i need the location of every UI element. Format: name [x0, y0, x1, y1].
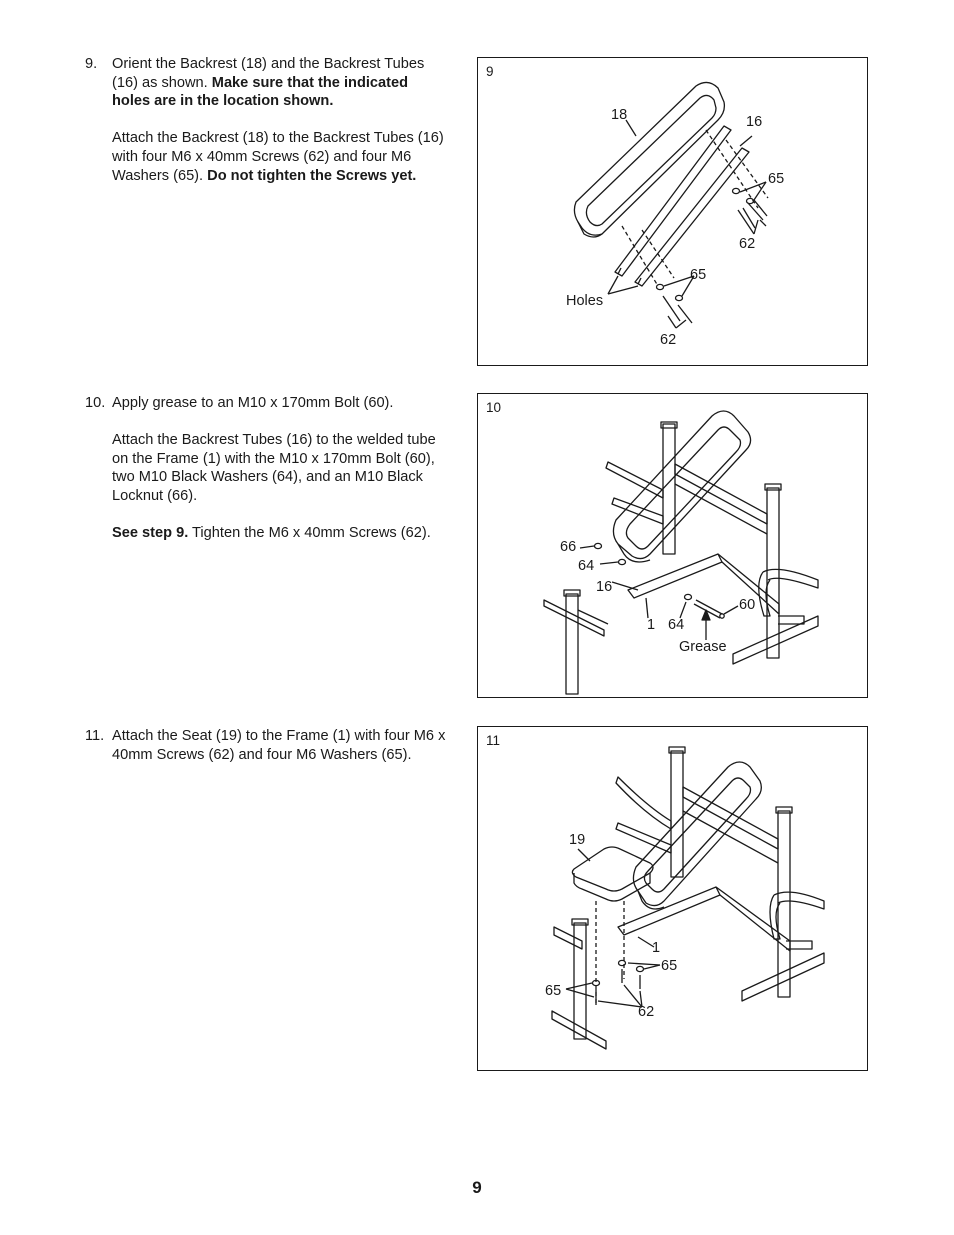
- backrest-inner: [586, 95, 716, 225]
- backrest-outline: [574, 82, 724, 237]
- step-paragraph: [112, 431, 447, 505]
- label-tubes: 16: [746, 114, 763, 130]
- figure-10-illustration: [478, 394, 869, 699]
- label-frame: 1: [647, 617, 656, 633]
- step-number: 10.: [85, 395, 106, 411]
- label-bolt: 60: [739, 597, 756, 613]
- step-bold-text: Do not tighten the Screws yet.: [207, 167, 417, 184]
- label-seat: 19: [569, 832, 586, 848]
- figure-9: [477, 57, 868, 366]
- page-number: 9: [472, 1178, 482, 1197]
- label-tubes: 16: [596, 579, 613, 595]
- figure-number: 10: [486, 400, 502, 415]
- step-text: Attach the Seat (19) to the Frame (1) with four M6 x 40mm Screws (62) and four M6 Washers (65).: [112, 728, 446, 763]
- step-number: 9.: [85, 56, 98, 72]
- figure-number: 9: [486, 64, 494, 79]
- label-frame: 1: [652, 940, 661, 956]
- step-body: [112, 55, 447, 185]
- label-grease: Grease: [679, 639, 727, 655]
- step-11: [85, 727, 447, 783]
- step-body: [112, 394, 447, 543]
- figure-9-illustration: [478, 58, 869, 367]
- step-text: Attach the Backrest Tubes (16) to the welded tube on the Frame (1) with the M10 x 170mm Bolt (60), two M10 Black Washers (64), and an M10 Black Locknut (66).: [112, 432, 436, 504]
- right-upright: [767, 488, 779, 658]
- step-paragraph: [112, 727, 447, 764]
- label-screws-left: 62: [660, 332, 677, 348]
- step-paragraph: [112, 394, 447, 413]
- step-paragraph: [112, 55, 447, 111]
- step-paragraph: [112, 129, 447, 185]
- figure-11: [477, 726, 868, 1071]
- figure-10: [477, 393, 868, 698]
- label-washer-bottom: 64: [668, 617, 685, 633]
- backrest-outline: [633, 762, 761, 906]
- step-paragraph: [112, 524, 447, 543]
- label-washers-left: 65: [690, 267, 707, 283]
- label-washers-right: 65: [661, 958, 678, 974]
- step-10: [85, 394, 447, 561]
- left-upright: [663, 424, 675, 554]
- label-washer-top: 64: [578, 558, 595, 574]
- step-text: Apply grease to an M10 x 170mm Bolt (60).: [112, 395, 394, 411]
- figure-number: 11: [486, 733, 501, 748]
- label-holes: Holes: [566, 293, 604, 309]
- left-upright: [671, 751, 683, 877]
- label-locknut: 66: [560, 539, 577, 555]
- step-text: Attach the Backrest (18) to the Backrest Tubes (16) with four M6 x 40mm Screws (62) and four M6 Washers (65).: [112, 130, 444, 184]
- figure-11-illustration: [478, 727, 869, 1072]
- step-text: Tighten the M6 x 40mm Screws (62).: [188, 525, 431, 542]
- step-number: 11.: [85, 728, 105, 744]
- label-washers-right: 65: [768, 171, 785, 187]
- backrest-tube-a: [615, 126, 731, 276]
- label-screws: 62: [638, 1004, 655, 1020]
- backrest-outline: [613, 411, 750, 559]
- step-bold-text: Make sure that the indicated holes are in the location shown.: [112, 74, 409, 110]
- step-bold-text: See step 9.: [112, 525, 189, 542]
- step-text: Orient the Backrest (18) and the Backrest Tubes (16) as shown.: [112, 56, 425, 91]
- step-body: [112, 727, 447, 764]
- label-backrest: 18: [611, 107, 628, 123]
- label-screws-right: 62: [739, 236, 756, 252]
- step-9: [85, 55, 447, 204]
- seat-outline: [572, 847, 653, 891]
- label-washers-left: 65: [545, 983, 562, 999]
